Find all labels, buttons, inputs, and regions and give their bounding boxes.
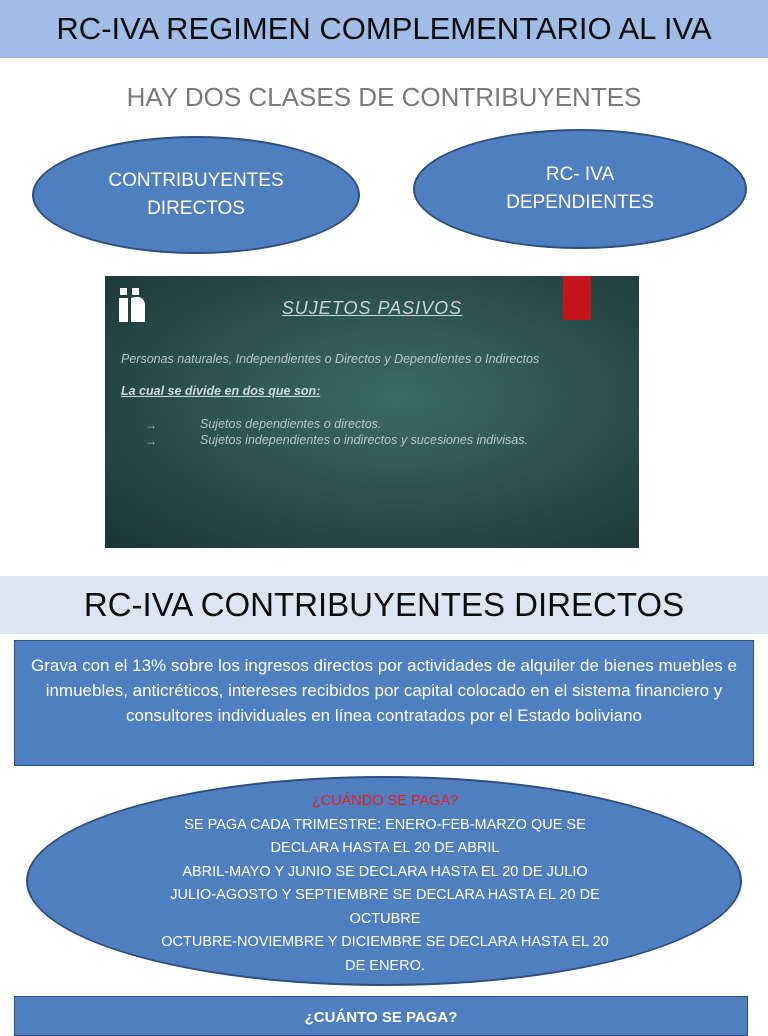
cuando-line: OCTUBRE-NOVIEMBRE Y DICIEMBRE SE DECLARA HASTA EL 20 <box>161 934 609 950</box>
oval-contribuyentes-directos <box>32 136 360 254</box>
cuando-line: JULIO-AGOSTO Y SEPTIEMBRE SE DECLARA HASTA EL 20 DE <box>170 887 600 903</box>
cuanto-se-paga-box <box>14 996 748 1036</box>
section-heading: RC-IVA CONTRIBUYENTES DIRECTOS <box>83 586 685 623</box>
cuando-line: ABRIL-MAYO Y JUNIO SE DECLARA HASTA EL 20 DE JULIO <box>182 863 588 880</box>
oval-directos-line1: CONTRIBUYENTES <box>108 170 284 191</box>
oval-directos-line2: DIRECTOS <box>147 198 245 219</box>
arrow-bullet-icon: → <box>145 434 157 448</box>
oval-rc-iva-dependientes <box>413 129 747 249</box>
cuando-line: OCTUBRE <box>349 910 421 927</box>
cuando-se-paga-title: ¿CUÁNDO SE PAGA? <box>311 793 459 809</box>
oval-dependientes-line1: RC- IVA <box>545 164 615 185</box>
slide-text-division: La cual se divide en dos que son: <box>121 384 321 398</box>
cuando-line: SE PAGA CADA TRIMESTRE: ENERO-FEB-MARZO QUE SE <box>184 816 586 833</box>
slide-text-personas: Personas naturales, Independientes o Directos y Dependientes o Indirectos <box>121 352 540 366</box>
slide-title: SUJETOS PASIVOS <box>281 298 463 318</box>
page-title: RC-IVA REGIMEN COMPLEMENTARIO AL IVA <box>56 11 712 46</box>
section-subtitle: HAY DOS CLASES DE CONTRIBUYENTES <box>126 82 642 112</box>
cuando-se-paga-content <box>140 790 630 978</box>
sujetos-pasivos-slide-image <box>105 276 639 548</box>
section-heading-banner <box>0 576 768 634</box>
page-title-banner <box>0 0 768 58</box>
description-box: Grava con el 13% sobre los ingresos directos por actividades de alquiler de bienes muebles e inmuebles, anticréticos, intereses recibidos por capital colocado en el sistema financiero y consultores individuales en línea contratados por el Estado boliviano <box>14 640 754 766</box>
slide-list-item: Sujetos dependientes o directos. <box>200 417 382 431</box>
cuando-line: DECLARA HASTA EL 20 DE ABRIL <box>270 840 500 856</box>
oval-dependientes-line2: DEPENDIENTES <box>506 192 654 213</box>
arrow-bullet-icon: → <box>145 418 157 432</box>
cuando-line: DE ENERO. <box>345 957 425 974</box>
cuanto-se-paga-title: ¿CUÁNTO SE PAGA? <box>304 1009 458 1026</box>
slide-list-item: Sujetos independientes o indirectos y sucesiones indivisas. <box>200 433 528 447</box>
